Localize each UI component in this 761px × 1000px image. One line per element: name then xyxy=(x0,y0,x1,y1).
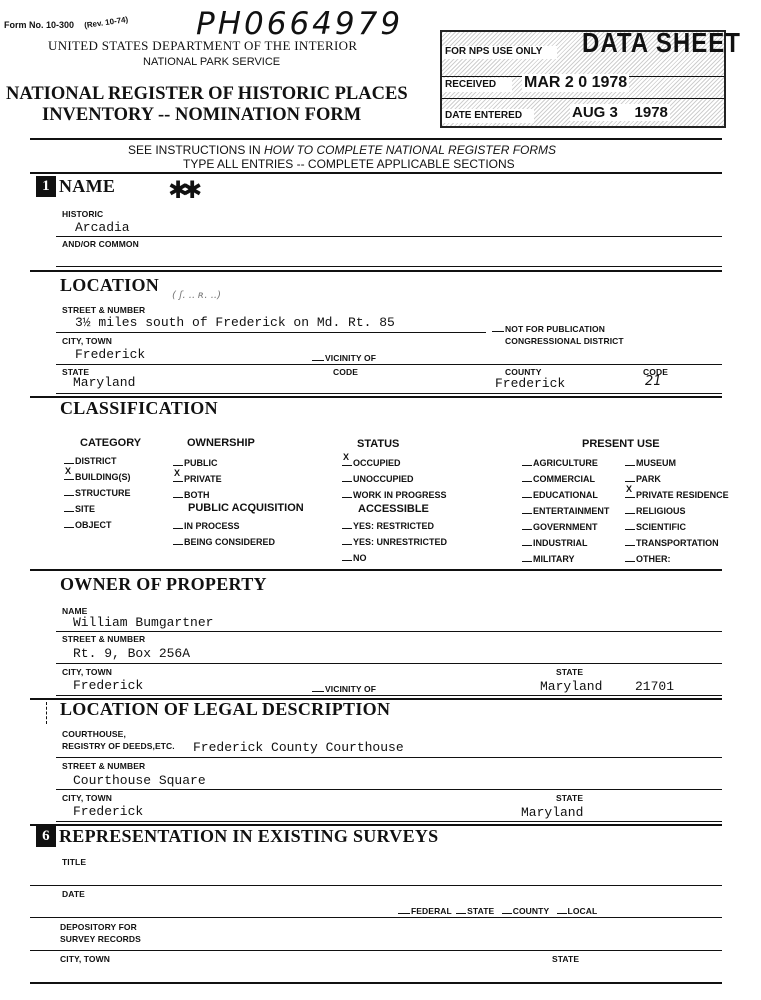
category-structure[interactable]: STRUCTURE xyxy=(64,487,131,498)
owner-vicinity-of: VICINITY OF xyxy=(312,683,376,694)
form-revision: (Rev. 10-74) xyxy=(83,14,129,31)
instructions-line1: SEE INSTRUCTIONS IN HOW TO COMPLETE NATIONAL REGISTER FORMS xyxy=(128,143,557,157)
use-park[interactable]: PARK xyxy=(625,473,661,484)
depository-label-1: DEPOSITORY FOR xyxy=(60,922,137,932)
accessible-restricted[interactable]: YES: RESTRICTED xyxy=(342,520,434,531)
city-label: CITY, TOWN xyxy=(62,336,112,346)
survey-county[interactable]: COUNTY xyxy=(512,906,550,916)
congressional-district-label: CONGRESSIONAL DISTRICT xyxy=(505,336,624,346)
owner-state-value: Maryland xyxy=(540,679,603,694)
status-unoccupied[interactable]: UNOCCUPIED xyxy=(342,473,414,484)
legal-state-label: STATE xyxy=(556,793,584,803)
category-object[interactable]: OBJECT xyxy=(64,519,112,530)
state-value: Maryland xyxy=(73,375,136,390)
ownership-private[interactable]: XPRIVATE xyxy=(173,473,222,484)
use-religious[interactable]: RELIGIOUS xyxy=(625,505,686,516)
use-government[interactable]: GOVERNMENT xyxy=(522,521,598,532)
date-entered-label: DATE ENTERED xyxy=(445,110,523,121)
use-other[interactable]: OTHER: xyxy=(625,553,671,564)
owner-city-label: CITY, TOWN xyxy=(62,667,112,677)
section-legal-heading: LOCATION OF LEGAL DESCRIPTION xyxy=(60,699,391,719)
received-stamp: MAR 2 0 1978 xyxy=(524,74,628,91)
county-value: Frederick xyxy=(495,376,566,391)
status-work-in-progress[interactable]: WORK IN PROGRESS xyxy=(342,489,447,500)
survey-federal[interactable]: FEDERAL xyxy=(411,906,452,916)
historic-value: Arcadia xyxy=(75,220,130,235)
use-museum[interactable]: MUSEUM xyxy=(625,457,676,468)
courthouse-value: Frederick County Courthouse xyxy=(193,740,404,755)
state-label: STATE xyxy=(62,367,90,377)
owner-name-label: NAME xyxy=(62,606,88,616)
owner-name-value: William Bumgartner xyxy=(73,615,214,630)
accessible-no[interactable]: NO xyxy=(342,552,367,563)
section-surveys-heading: 6 REPRESENTATION IN EXISTING SURVEYS xyxy=(36,826,439,847)
department: UNITED STATES DEPARTMENT OF THE INTERIOR xyxy=(48,38,358,53)
margin-scribble: ( ʃ. .. ʀ. ..) xyxy=(172,290,221,301)
form-number: Form No. 10-300 xyxy=(4,20,75,30)
accessible-unrestricted[interactable]: YES: UNRESTRICTED xyxy=(342,536,447,547)
section-name-heading: 1 NAME xyxy=(36,176,115,197)
section-number: 1 xyxy=(36,176,56,197)
ownership-public[interactable]: PUBLIC xyxy=(173,457,218,468)
category-heading: CATEGORY xyxy=(80,437,142,449)
survey-local[interactable]: LOCAL xyxy=(567,906,598,916)
depository-label-2: SURVEY RECORDS xyxy=(60,934,141,944)
county-code-value: 21 xyxy=(645,374,662,389)
owner-zip: 21701 xyxy=(635,679,675,694)
legal-street-value: Courthouse Square xyxy=(73,773,206,788)
status-heading: STATUS xyxy=(357,438,400,450)
survey-state[interactable]: STATE xyxy=(467,906,495,916)
section-classification-heading: CLASSIFICATION xyxy=(60,398,218,418)
data-sheet-stamp: DATA SHEET xyxy=(582,27,741,59)
section-owner-heading: OWNER OF PROPERTY xyxy=(60,574,267,594)
instructions-line2: TYPE ALL ENTRIES -- COMPLETE APPLICABLE SECTIONS xyxy=(183,157,515,171)
section-location-heading: LOCATION xyxy=(60,275,160,295)
form-title-line1: NATIONAL REGISTER OF HISTORIC PLACES xyxy=(6,84,408,104)
category-buildings[interactable]: XBUILDING(S) xyxy=(64,471,131,482)
use-transportation[interactable]: TRANSPORTATION xyxy=(625,537,719,548)
owner-street-label: STREET & NUMBER xyxy=(62,634,146,644)
acquisition-being-considered[interactable]: BEING CONSIDERED xyxy=(173,536,275,547)
code-label: CODE xyxy=(333,367,358,377)
handwritten-id: PH0664979 xyxy=(196,6,404,42)
survey-city-label: CITY, TOWN xyxy=(60,954,110,964)
survey-level-options xyxy=(398,905,597,916)
nps-use-box xyxy=(440,27,741,128)
courthouse-label-2: REGISTRY OF DEEDS,ETC. xyxy=(62,741,175,751)
category-district[interactable]: DISTRICT xyxy=(64,455,117,466)
form-title-line2: INVENTORY -- NOMINATION FORM xyxy=(42,105,362,125)
date-entered-stamp: AUG 3 1978 xyxy=(572,104,668,121)
use-industrial[interactable]: INDUSTRIAL xyxy=(522,537,588,548)
received-label: RECEIVED xyxy=(445,79,497,90)
legal-city-label: CITY, TOWN xyxy=(62,793,112,803)
courthouse-label-1: COURTHOUSE, xyxy=(62,729,126,739)
historic-label: HISTORIC xyxy=(62,209,104,219)
status-occupied[interactable]: XOCCUPIED xyxy=(342,457,401,468)
county-label: COUNTY xyxy=(505,367,542,377)
street-value: 3½ miles south of Frederick on Md. Rt. 85 xyxy=(75,315,395,330)
ownership-both[interactable]: BOTH xyxy=(173,489,210,500)
use-private-residence[interactable]: XPRIVATE RESIDENCE xyxy=(625,489,729,500)
owner-street-value: Rt. 9, Box 256A xyxy=(73,646,191,661)
city-value: Frederick xyxy=(75,347,146,362)
service: NATIONAL PARK SERVICE xyxy=(143,56,281,68)
acquisition-in-process[interactable]: IN PROCESS xyxy=(173,520,240,531)
use-agriculture[interactable]: AGRICULTURE xyxy=(522,457,598,468)
nps-label: FOR NPS USE ONLY xyxy=(445,46,543,57)
legal-state-value: Maryland xyxy=(521,805,584,820)
accessible-heading: ACCESSIBLE xyxy=(358,503,429,515)
use-scientific[interactable]: SCIENTIFIC xyxy=(625,521,686,532)
use-commercial[interactable]: COMMERCIAL xyxy=(522,473,595,484)
ownership-heading: OWNERSHIP xyxy=(187,437,255,449)
vicinity-of: VICINITY OF xyxy=(312,352,376,363)
category-site[interactable]: SITE xyxy=(64,503,95,514)
street-label: STREET & NUMBER xyxy=(62,305,146,315)
legal-street-label: STREET & NUMBER xyxy=(62,761,146,771)
common-label: AND/OR COMMON xyxy=(62,239,139,249)
county-code-label: CODE xyxy=(643,367,668,377)
section-number: 6 xyxy=(36,826,56,847)
owner-state-label: STATE xyxy=(556,667,584,677)
survey-state-label: STATE xyxy=(552,954,580,964)
owner-city-value: Frederick xyxy=(73,678,144,693)
present-use-heading: PRESENT USE xyxy=(582,438,660,450)
not-for-publication: NOT FOR PUBLICATION xyxy=(492,323,605,334)
public-acquisition-heading: PUBLIC ACQUISITION xyxy=(188,502,304,514)
use-military[interactable]: MILITARY xyxy=(522,553,575,564)
use-educational[interactable]: EDUCATIONAL xyxy=(522,489,598,500)
handwritten-mark: ✱✱ xyxy=(168,176,197,204)
use-entertainment[interactable]: ENTERTAINMENT xyxy=(522,505,609,516)
margin-mark xyxy=(46,702,48,724)
legal-city-value: Frederick xyxy=(73,804,144,819)
survey-date-label: DATE xyxy=(62,889,85,899)
survey-title-label: TITLE xyxy=(62,857,87,867)
